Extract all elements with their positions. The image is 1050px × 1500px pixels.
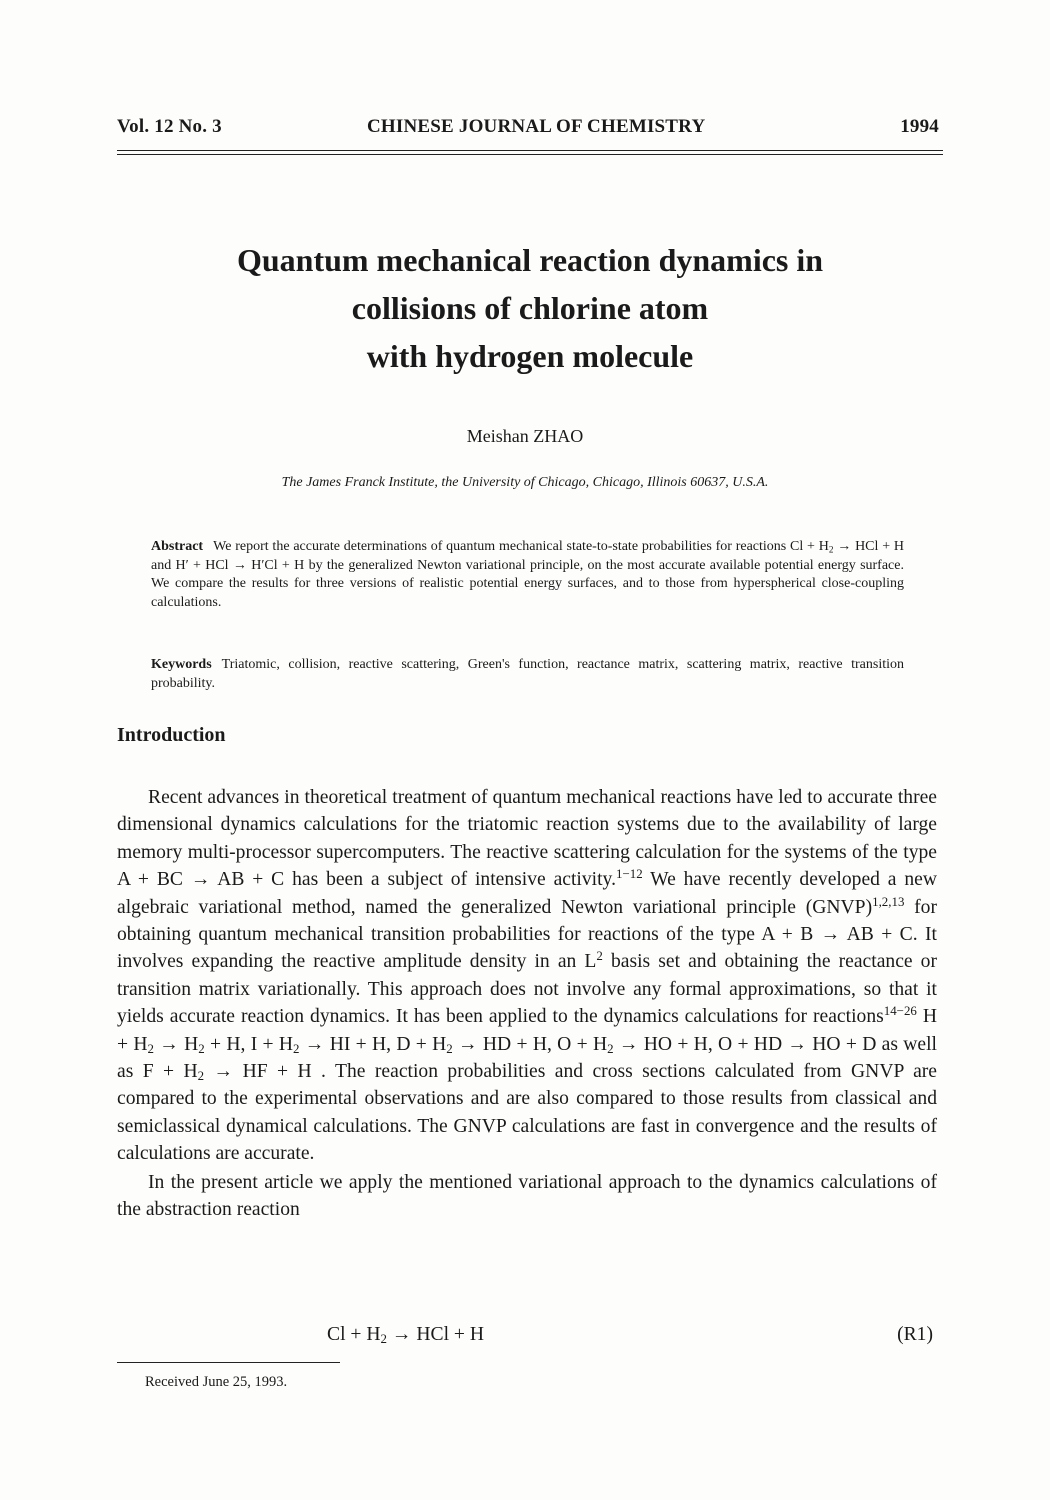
- subscript: 2: [197, 1068, 205, 1084]
- paper-title: [100, 236, 960, 380]
- citation: 14−26: [883, 1003, 917, 1019]
- citation: 1−12: [615, 866, 643, 882]
- paragraph-1: [117, 784, 937, 1168]
- header-rule: [117, 150, 943, 155]
- text-run: → HD + H, O + H: [452, 1033, 608, 1055]
- equation-r1: [117, 1324, 937, 1352]
- citation: 1,2,13: [872, 893, 905, 909]
- subscript: 2: [828, 544, 834, 555]
- abstract-text-part: We report the accurate determinations of quantum mechanical state-to-state probabilities for reactions Cl + H: [213, 539, 829, 554]
- subscript: 2: [380, 1331, 387, 1347]
- keywords: [151, 656, 904, 693]
- equation-body: [327, 1324, 484, 1346]
- author-name: Meishan ZHAO: [466, 426, 584, 446]
- equation-lhs: Cl + H: [327, 1324, 381, 1345]
- text-run: for obtaining quantum mechanical transition probabilities for reactions of the type A + B → AB + C. It involves expanding the reactive amplitude density in an L: [117, 896, 937, 973]
- subscript: 2: [446, 1040, 453, 1056]
- equation-rhs: → HCl + H: [386, 1324, 485, 1345]
- title-line-1: Quantum mechanical reaction dynamics in: [236, 242, 824, 278]
- running-header: [117, 116, 943, 142]
- text-run: + H, I + H: [204, 1033, 294, 1055]
- section-heading-introduction: Introduction: [117, 724, 226, 746]
- title-line-2: collisions of chlorine atom: [351, 290, 709, 326]
- text-run: basis set and obtaining the reactance or transition matrix variationally. This approach does not involve any formal approximations, so that it yields accurate reaction dynamics. It has been applied to the dynamics calculations for reactions: [117, 951, 938, 1028]
- volume-issue: Vol. 12 No. 3: [117, 116, 222, 137]
- text-run: → HO + H, O + HD → HO + D as well as F + H: [117, 1033, 937, 1083]
- received-date-footnote: Received June 25, 1993.: [145, 1374, 288, 1390]
- keywords-text: Triatomic, collision, reactive scattering, Green's function, reactance matrix, scattering matrix, reactive transition probability.: [151, 657, 904, 691]
- subscript: 2: [147, 1040, 154, 1056]
- paragraph-2: In the present article we apply the mentioned variational approach to the dynamics calculations of the abstraction reaction: [117, 1171, 937, 1221]
- subscript: 2: [293, 1040, 300, 1056]
- title-line-3: with hydrogen molecule: [366, 338, 694, 374]
- text-run: → H: [153, 1033, 199, 1055]
- author-affiliation: The James Franck Institute, the University of Chicago, Chicago, Illinois 60637, U.S.A.: [281, 475, 769, 490]
- text-run: Recent advances in theoretical treatment of quantum mechanical reactions have led to accurate three dimensional dynamics calculations for the triatomic reaction systems due to the availability of large memory multi-processor supercomputers. The reactive scattering calculation for the systems of the type A + BC → AB + C has been a subject of intensive activity.: [117, 787, 937, 891]
- abstract-label: Abstract: [151, 539, 204, 554]
- publication-year: 1994: [900, 116, 939, 137]
- text-run: → HI + H, D + H: [299, 1033, 447, 1055]
- subscript: 2: [198, 1040, 205, 1056]
- journal-name: CHINESE JOURNAL OF CHEMISTRY: [367, 116, 706, 137]
- text-run: H + H: [117, 1006, 937, 1055]
- abstract-text-part: → HCl + H and H′ + HCl → H′Cl + H by the generalized Newton variational principle, on the most accurate available potential energy surface. We compare the results for three versions of realistic potential energy surfaces, and to those from hyperspherical close-coupling calculations.: [151, 539, 904, 610]
- keywords-label: Keywords: [151, 657, 212, 672]
- abstract: [151, 538, 904, 612]
- introduction-body: [117, 784, 937, 1224]
- superscript: 2: [596, 948, 603, 964]
- text-run: → HF + H . The reaction probabilities and cross sections calculated from GNVP are compared to the experimental observations and are also compared to those results from classical and semiclassical dynamical calculations. The GNVP calculations are fast in convergence and the results of calculations are accurate.: [117, 1061, 937, 1165]
- equation-label: (R1): [897, 1324, 933, 1345]
- footnote-rule: [117, 1362, 340, 1363]
- text-run: We have recently developed a new algebraic variational method, named the generalized Newton variational principle (GNVP): [117, 869, 937, 918]
- subscript: 2: [607, 1040, 614, 1056]
